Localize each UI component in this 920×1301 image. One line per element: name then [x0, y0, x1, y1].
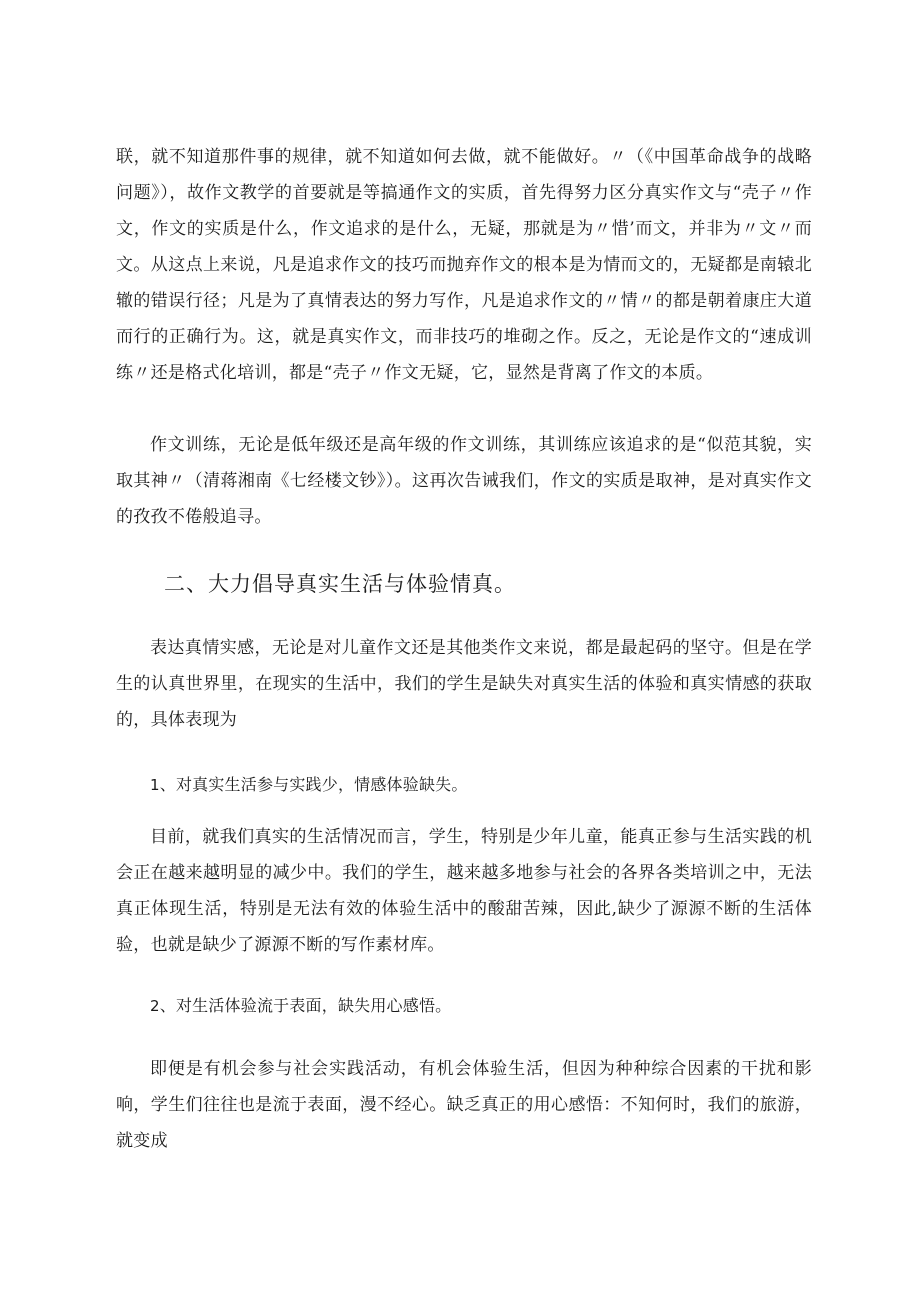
- paragraph-life-practice: 目前，就我们真实的生活情况而言，学生，特别是少年儿童，能真正参与生活实践的机会正在越来越明显的减少中。我们的学生，越来越多地参与社会的各界各类培训之中，无法真正体现生活，特别是无法有效的体验生活中的酸甜苦辣，因此,缺少了源源不断的生活体验，也就是缺少了源源不断的写作素材库。: [116, 827, 812, 955]
- subheading-item-2: [150, 988, 810, 1024]
- item-text: 、对真实生活参与实践少，情感体验缺失。: [159, 775, 468, 794]
- paragraph-continuation: 联，就不知道那件事的规律，就不知道如何去做，就不能做好。〃（《中国革命战争的战略问题》），故作文教学的首要就是等搞通作文的实质，首先得努力区分真实作文与“壳子〃作文，作文的实质是什么，作文追求的是什么，无疑，那就是为〃惜’而文，并非为〃文〃而文。从这点上来说，凡是追求作文的技巧而抛弃作文的根本是为情而文的，无疑都是南辕北辙的错误行径；凡是为了真情表达的努力写作，凡是追求作文的〃情〃的都是朝着康庄大道而行的正确行为。这，就是真实作文，而非技巧的堆砌之作。反之，无论是作文的“速成训练〃还是格式化培训，都是“壳子〃作文无疑，它，显然是背离了作文的本质。: [116, 147, 812, 383]
- paragraph-surface-experience: 即便是有机会参与社会实践活动，有机会体验生活，但因为种种综合因素的干扰和影响，学生们往往也是流于表面，漫不经心。缺乏真正的用心感悟：不知何时，我们的旅游，就变成: [116, 1059, 812, 1151]
- paragraph-writing-training: 作文训练，无论是低年级还是高年级的作文训练，其训练应该追求的是“似范其貌，实取其神〃（清蒋湘南《七经楼文钞》）。这再次告诫我们，作文的实质是取神，是对真实作文的孜孜不倦般追寻。: [116, 435, 812, 527]
- item-number: 1: [150, 776, 160, 794]
- item-number: 2: [150, 997, 160, 1015]
- paragraph-true-feelings: 表达真情实感，无论是对儿童作文还是其他类作文来说，都是最起码的坚守。但是在学生的认真世界里，在现实的生活中，我们的学生是缺失对真实生活的体验和真实情感的获取的，具体表现为: [116, 638, 812, 730]
- section-heading-2: 二、大力倡导真实生活与体验情真。: [164, 572, 516, 596]
- subheading-item-1: [150, 767, 810, 803]
- item-text: 、对生活体验流于表面，缺失用心感悟。: [159, 996, 452, 1015]
